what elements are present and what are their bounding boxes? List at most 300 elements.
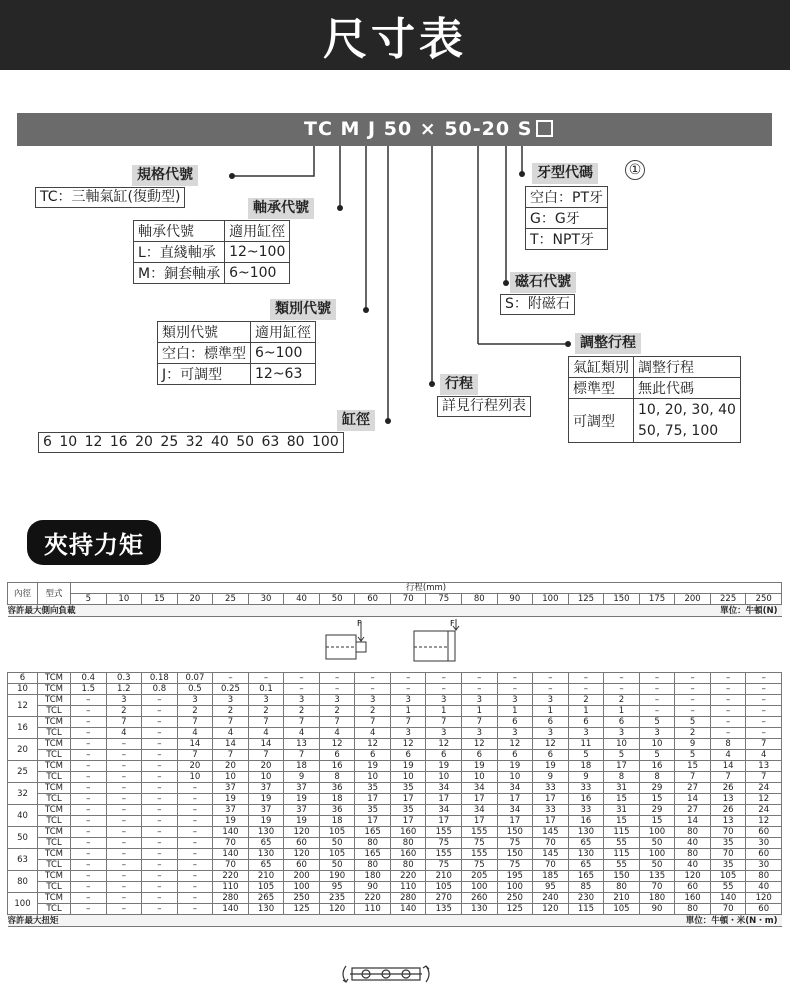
value-cell: –	[106, 893, 142, 904]
value-cell: –	[142, 772, 178, 783]
value-cell: –	[142, 893, 178, 904]
value-cell: –	[142, 728, 178, 739]
value-cell: –	[142, 717, 178, 728]
value-cell: –	[71, 904, 107, 915]
value-cell: 18	[319, 794, 355, 805]
value-cell: 34	[462, 783, 498, 794]
value-cell: –	[71, 827, 107, 838]
value-cell: 220	[390, 871, 426, 882]
value-cell: 37	[284, 805, 320, 816]
value-cell: 40	[675, 838, 711, 849]
value-cell: 55	[604, 838, 640, 849]
value-cell: 35	[390, 805, 426, 816]
value-cell: 10	[248, 772, 284, 783]
magnet-code-label: 磁石代號	[510, 272, 576, 293]
value-cell: 14	[675, 816, 711, 827]
value-cell: 19	[497, 761, 533, 772]
value-cell: 280	[213, 893, 249, 904]
type-cell: TCM	[38, 695, 71, 706]
value-cell: 3	[426, 695, 462, 706]
value-cell: –	[497, 684, 533, 695]
value-cell: 8	[639, 772, 675, 783]
value-cell: 240	[533, 893, 569, 904]
value-cell: 3	[533, 728, 569, 739]
value-cell: 14	[248, 739, 284, 750]
value-cell: 165	[355, 827, 391, 838]
value-cell: –	[177, 805, 213, 816]
value-cell: 115	[568, 904, 604, 915]
value-cell: 3	[497, 728, 533, 739]
table-row	[8, 882, 782, 893]
type-cell: TCL	[38, 882, 71, 893]
bore-cell: 32	[8, 783, 38, 805]
value-cell: 3	[390, 695, 426, 706]
value-cell: 0.25	[213, 684, 249, 695]
value-cell: –	[142, 750, 178, 761]
value-cell: 3	[319, 695, 355, 706]
table-row	[8, 739, 782, 750]
value-cell: –	[106, 805, 142, 816]
value-cell: –	[710, 717, 746, 728]
value-cell: 19	[426, 761, 462, 772]
value-cell: 2	[675, 728, 711, 739]
spec-code-label: 規格代號	[132, 165, 198, 186]
value-cell: –	[639, 684, 675, 695]
value-cell: 130	[248, 827, 284, 838]
value-cell: 6	[604, 717, 640, 728]
value-cell: 16	[319, 761, 355, 772]
value-cell: 12	[746, 794, 782, 805]
value-cell: 70	[533, 838, 569, 849]
adjust-stroke-label: 調整行程	[575, 333, 641, 354]
value-cell: 7	[675, 772, 711, 783]
value-cell: 24	[746, 783, 782, 794]
value-cell: 0.1	[248, 684, 284, 695]
value-cell: 50	[639, 838, 675, 849]
value-cell: 12	[355, 739, 391, 750]
value-cell: 7	[426, 717, 462, 728]
value-cell: –	[71, 816, 107, 827]
stroke-header-cell: 40	[284, 594, 320, 605]
value-cell: 14	[213, 739, 249, 750]
type-cell: TCL	[38, 706, 71, 717]
value-cell: 7	[213, 717, 249, 728]
value-cell: 105	[319, 827, 355, 838]
value-cell: –	[639, 706, 675, 717]
value-cell: 120	[746, 893, 782, 904]
type-cell: TCL	[38, 794, 71, 805]
value-cell: 30	[746, 860, 782, 871]
value-cell: 40	[675, 860, 711, 871]
value-cell: 35	[710, 860, 746, 871]
value-cell: –	[142, 706, 178, 717]
value-cell: 2	[568, 695, 604, 706]
value-cell: 3	[213, 695, 249, 706]
value-cell: 19	[355, 761, 391, 772]
value-cell: 36	[319, 805, 355, 816]
load-table	[7, 582, 782, 927]
value-cell: 37	[213, 805, 249, 816]
value-cell: –	[142, 794, 178, 805]
value-cell: 185	[533, 871, 569, 882]
value-cell: –	[106, 783, 142, 794]
value-cell: 5	[675, 750, 711, 761]
value-cell: 2	[355, 706, 391, 717]
value-cell: 80	[746, 871, 782, 882]
value-cell: 235	[319, 893, 355, 904]
value-cell: 19	[213, 794, 249, 805]
value-cell: 5	[639, 750, 675, 761]
value-cell: 4	[746, 750, 782, 761]
value-cell: –	[142, 805, 178, 816]
value-cell: 130	[462, 904, 498, 915]
value-cell: 15	[675, 761, 711, 772]
value-cell: –	[177, 860, 213, 871]
value-cell: 120	[533, 904, 569, 915]
value-cell: 120	[284, 827, 320, 838]
value-cell: 120	[319, 904, 355, 915]
value-cell: –	[71, 761, 107, 772]
value-cell: –	[106, 750, 142, 761]
value-cell: 7	[177, 750, 213, 761]
value-cell: –	[675, 695, 711, 706]
value-cell: 34	[426, 783, 462, 794]
value-cell: 16	[568, 816, 604, 827]
value-cell: –	[746, 695, 782, 706]
value-cell: –	[675, 684, 711, 695]
value-cell: –	[533, 684, 569, 695]
stroke-header-cell: 80	[462, 594, 498, 605]
value-cell: 8	[710, 739, 746, 750]
stroke-header-cell: 200	[675, 594, 711, 605]
thread-code-label: 牙型代碼	[532, 163, 598, 184]
value-cell: 7	[355, 717, 391, 728]
stroke-header-cell: 75	[426, 594, 462, 605]
value-cell: 10	[462, 772, 498, 783]
value-cell: 140	[213, 904, 249, 915]
value-cell: –	[71, 871, 107, 882]
value-cell: 3	[497, 695, 533, 706]
value-cell: –	[71, 805, 107, 816]
value-cell: 130	[568, 849, 604, 860]
type-cell: TCL	[38, 816, 71, 827]
stroke-label: 行程	[440, 374, 478, 395]
table-row	[8, 728, 782, 739]
stroke-header-cell: 5	[71, 594, 107, 605]
value-cell: –	[106, 816, 142, 827]
value-cell: 17	[497, 816, 533, 827]
value-cell: 17	[533, 816, 569, 827]
value-cell: 9	[284, 772, 320, 783]
force-label-2: F	[449, 619, 455, 628]
value-cell: 17	[426, 794, 462, 805]
value-cell: 19	[213, 816, 249, 827]
holding-torque-heading: 夾持力矩	[27, 520, 161, 565]
bore-cell: 6	[8, 673, 38, 684]
value-cell: –	[142, 827, 178, 838]
type-cell: TCM	[38, 871, 71, 882]
value-cell: 120	[284, 849, 320, 860]
value-cell: –	[390, 684, 426, 695]
value-cell: –	[142, 783, 178, 794]
value-cell: –	[71, 717, 107, 728]
value-cell: 100	[639, 827, 675, 838]
value-cell: 10	[426, 772, 462, 783]
value-cell: 6	[497, 750, 533, 761]
value-cell: –	[71, 728, 107, 739]
type-cell: TCM	[38, 849, 71, 860]
type-cell: TCM	[38, 717, 71, 728]
type-header: 型式	[38, 583, 71, 605]
value-cell: –	[568, 673, 604, 684]
value-cell: 12	[533, 739, 569, 750]
value-cell: 14	[177, 739, 213, 750]
table-row	[8, 695, 782, 706]
value-cell: 1	[497, 706, 533, 717]
value-cell: 3	[533, 695, 569, 706]
value-cell: –	[71, 849, 107, 860]
value-cell: –	[355, 673, 391, 684]
value-cell: –	[248, 673, 284, 684]
value-cell: 6	[568, 717, 604, 728]
value-cell: 7	[462, 717, 498, 728]
bore-cell: 40	[8, 805, 38, 827]
value-cell: –	[746, 706, 782, 717]
value-cell: 230	[568, 893, 604, 904]
bore-cell: 50	[8, 827, 38, 849]
value-cell: –	[533, 673, 569, 684]
value-cell: 19	[248, 794, 284, 805]
category-code-label: 類別代號	[270, 299, 336, 320]
value-cell: 7	[746, 772, 782, 783]
value-cell: –	[106, 849, 142, 860]
value-cell: 17	[390, 794, 426, 805]
value-cell: 5	[675, 717, 711, 728]
stroke-header-cell: 50	[319, 594, 355, 605]
type-cell: TCM	[38, 761, 71, 772]
value-cell: 3	[284, 695, 320, 706]
table-row	[8, 849, 782, 860]
value-cell: –	[71, 783, 107, 794]
force-label-1: F	[356, 619, 362, 628]
bore-cell: 100	[8, 893, 38, 915]
value-cell: 17	[390, 816, 426, 827]
value-cell: 60	[746, 849, 782, 860]
value-cell: –	[568, 684, 604, 695]
value-cell: 80	[675, 849, 711, 860]
value-cell: 125	[497, 904, 533, 915]
value-cell: 0.4	[71, 673, 107, 684]
value-cell: 0.3	[106, 673, 142, 684]
value-cell: 18	[284, 761, 320, 772]
value-cell: 150	[604, 871, 640, 882]
table-row	[8, 860, 782, 871]
bore-cell: 20	[8, 739, 38, 761]
note-1-marker: ①	[625, 160, 645, 180]
table-row	[8, 684, 782, 695]
value-cell: 6	[497, 717, 533, 728]
table-row	[8, 794, 782, 805]
value-cell: 36	[319, 783, 355, 794]
value-cell: 15	[604, 794, 640, 805]
value-cell: 220	[355, 893, 391, 904]
value-cell: 13	[710, 794, 746, 805]
type-cell: TCM	[38, 684, 71, 695]
value-cell: 75	[497, 860, 533, 871]
bore-cell: 63	[8, 849, 38, 871]
value-cell: 155	[426, 849, 462, 860]
value-cell: 3	[462, 728, 498, 739]
value-cell: 4	[248, 728, 284, 739]
value-cell: 7	[213, 750, 249, 761]
value-cell: 33	[568, 805, 604, 816]
value-cell: –	[710, 684, 746, 695]
value-cell: 40	[746, 882, 782, 893]
value-cell: 15	[604, 816, 640, 827]
value-cell: 30	[746, 838, 782, 849]
value-cell: –	[142, 838, 178, 849]
value-cell: 16	[639, 761, 675, 772]
value-cell: 19	[284, 816, 320, 827]
value-cell: –	[71, 893, 107, 904]
value-cell: –	[177, 893, 213, 904]
value-cell: 0.07	[177, 673, 213, 684]
value-cell: 110	[390, 882, 426, 893]
value-cell: 18	[319, 816, 355, 827]
value-cell: –	[604, 673, 640, 684]
stroke-header: 行程(mm)	[71, 583, 782, 594]
value-cell: –	[675, 673, 711, 684]
table-row	[8, 673, 782, 684]
value-cell: 155	[426, 827, 462, 838]
value-cell: 26	[710, 783, 746, 794]
value-cell: 60	[675, 882, 711, 893]
value-cell: 3	[390, 728, 426, 739]
value-cell: 250	[497, 893, 533, 904]
value-cell: 140	[213, 849, 249, 860]
value-cell: 4	[213, 728, 249, 739]
value-cell: 1	[604, 706, 640, 717]
value-cell: 50	[319, 860, 355, 871]
value-cell: –	[142, 849, 178, 860]
stroke-header-cell: 15	[142, 594, 178, 605]
value-cell: –	[675, 706, 711, 717]
torque-title-row: 容許最大扭矩 單位：牛頓・米(N・m)	[8, 915, 782, 927]
value-cell: 7	[284, 717, 320, 728]
value-cell: 17	[533, 794, 569, 805]
value-cell: –	[177, 882, 213, 893]
value-cell: 85	[568, 882, 604, 893]
value-cell: –	[177, 904, 213, 915]
value-cell: 10	[355, 772, 391, 783]
value-cell: 1	[533, 706, 569, 717]
value-cell: 135	[426, 904, 462, 915]
value-cell: –	[319, 684, 355, 695]
value-cell: 6	[426, 750, 462, 761]
value-cell: 17	[497, 794, 533, 805]
value-cell: 70	[533, 860, 569, 871]
value-cell: –	[142, 882, 178, 893]
value-cell: 0.5	[177, 684, 213, 695]
value-cell: 17	[355, 816, 391, 827]
value-cell: 4	[177, 728, 213, 739]
value-cell: 115	[604, 827, 640, 838]
value-cell: –	[71, 695, 107, 706]
value-cell: –	[71, 882, 107, 893]
value-cell: 265	[248, 893, 284, 904]
value-cell: 1	[426, 706, 462, 717]
value-cell: 19	[284, 794, 320, 805]
value-cell: –	[604, 684, 640, 695]
bearing-code-label: 軸承代號	[248, 198, 314, 219]
value-cell: 105	[604, 904, 640, 915]
value-cell: 115	[604, 849, 640, 860]
table-row	[8, 816, 782, 827]
value-cell: 5	[639, 717, 675, 728]
value-cell: 9	[675, 739, 711, 750]
value-cell: 2	[213, 706, 249, 717]
value-cell: –	[142, 871, 178, 882]
stroke-header-cell: 25	[213, 594, 249, 605]
bore-cell: 16	[8, 717, 38, 739]
value-cell: 205	[462, 871, 498, 882]
value-cell: 160	[675, 893, 711, 904]
value-cell: 60	[746, 827, 782, 838]
value-cell: 220	[213, 871, 249, 882]
value-cell: 140	[213, 827, 249, 838]
value-cell: 10	[177, 772, 213, 783]
value-cell: –	[390, 673, 426, 684]
bore-cell: 12	[8, 695, 38, 717]
value-cell: 7	[390, 717, 426, 728]
value-cell: 105	[248, 882, 284, 893]
stroke-values-row	[8, 594, 782, 605]
value-cell: –	[177, 794, 213, 805]
value-cell: 100	[462, 882, 498, 893]
value-cell: –	[710, 673, 746, 684]
value-cell: –	[639, 695, 675, 706]
torque-diagram-icon	[338, 962, 434, 986]
value-cell: 29	[639, 783, 675, 794]
table-row	[8, 805, 782, 816]
type-cell: TCL	[38, 904, 71, 915]
stroke-header-cell: 10	[106, 594, 142, 605]
value-cell: 3	[355, 695, 391, 706]
table-row	[8, 750, 782, 761]
value-cell: –	[177, 783, 213, 794]
value-cell: 29	[639, 805, 675, 816]
value-cell: 190	[319, 871, 355, 882]
table-row	[8, 772, 782, 783]
value-cell: 19	[533, 761, 569, 772]
value-cell: 34	[497, 783, 533, 794]
value-cell: 60	[284, 860, 320, 871]
value-cell: –	[142, 860, 178, 871]
value-cell: 17	[355, 794, 391, 805]
value-cell: 33	[533, 783, 569, 794]
value-cell: 7	[248, 750, 284, 761]
value-cell: 3	[106, 695, 142, 706]
value-cell: 13	[710, 816, 746, 827]
value-cell: 165	[355, 849, 391, 860]
value-cell: 75	[426, 838, 462, 849]
adjust-stroke-table: 氣缸類別 調整行程 標準型 無此代碼 可調型 10, 20, 30, 40 50, 75, 100	[568, 356, 741, 443]
bore-values: 6 10 12 16 20 25 32 40 50 63 80 100	[38, 432, 344, 453]
value-cell: 280	[390, 893, 426, 904]
bore-label: 缸徑	[337, 410, 375, 431]
value-cell: 65	[248, 838, 284, 849]
value-cell: 80	[675, 904, 711, 915]
